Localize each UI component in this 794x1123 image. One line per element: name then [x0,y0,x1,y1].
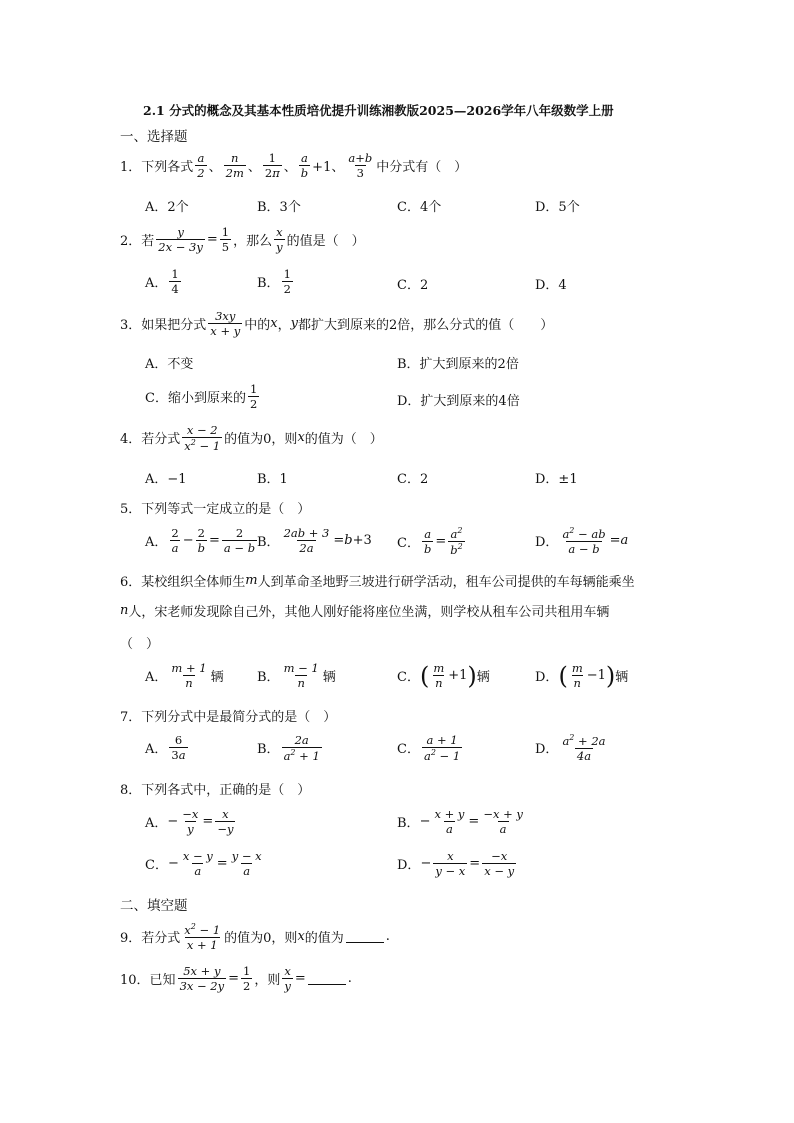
question-7: 7． 下列分式中是最简分式的是（ ） [120,710,337,725]
question-5: 5． 下列等式一定成立的是（ ） [120,502,311,517]
q2-option-c[interactable]: C．2 [397,278,429,293]
question-2: 2． 若 $\frac{y}{2x - 3y}$ = $\frac{1}{5}$ ，那么 $\frac{x}{y}$ 的值是（ ） [120,225,365,255]
q3-option-d[interactable]: D．扩大到原来的4倍 [397,394,520,409]
question-9: 9． 若分式 $\frac{x^2 - 1}{x + 1}$ 的值为0，则 x 的值为 . [120,922,390,952]
q6-option-d[interactable]: D． ( $\frac{m}{n}$ −1 ) 辆 [535,661,629,691]
question-10: 10． 已知 $\frac{5x + y}{3x - 2y}$ = $\frac{1}{2}$ ，则 $\frac{x}{y}$ = . [120,964,352,994]
q1-option-a[interactable]: A．2个 [145,200,189,215]
q8-option-d[interactable]: D． − $\frac{x}{y - x}$ = $\frac{-x}{x - y}$ [397,849,515,879]
q8-option-c[interactable]: C． − $\frac{x - y}{a}$ = $\frac{y - x}{a}$ [145,849,262,879]
q2-option-a[interactable]: A． $\frac{1}{4}$ [145,267,179,297]
q5-option-c[interactable]: C． $\frac{a}{b}$ = $\frac{a^2}{b^2}$ [397,526,463,557]
question-6: 6． 某校组织全体师生 m 人到革命圣地野三坡进行研学活动，租车公司提供的车每辆能乘坐 [120,573,635,590]
question-6-line2: n 人，宋老师发现除自己外，其他人刚好能将座位坐满，则学校从租车公司共租用车辆 [120,603,610,620]
q1-option-d[interactable]: D．5个 [535,200,580,215]
q3-option-a[interactable]: A．不变 [145,357,194,372]
answer-blank[interactable] [346,930,384,943]
q7-option-a[interactable]: A． $\frac{6}{3a}$ [145,733,186,763]
q1-option-b[interactable]: B．3个 [257,200,301,215]
section-fill: 二、填空题 [120,898,188,914]
question-3: 3． 如果把分式 $\frac{3xy}{x + y}$ 中的 x ， y 都扩大到原来的2倍，那么分式的值（ ） [120,309,554,339]
question-6-line3: （ ） [120,637,160,652]
q4-option-d[interactable]: D．±1 [535,472,578,487]
q6-option-c[interactable]: C． ( $\frac{m}{n}$ +1 ) 辆 [397,661,490,691]
q5-option-b[interactable]: B． $\frac{2ab + 3}{2a}$ = b +3 [257,526,372,556]
q2-option-d[interactable]: D．4 [535,278,567,293]
q2-option-b[interactable]: B． $\frac{1}{2}$ [257,267,291,297]
q4-option-c[interactable]: C．2 [397,472,429,487]
answer-blank[interactable] [308,972,346,985]
q5-option-a[interactable]: A． $\frac{2}{a}$ − $\frac{2}{b}$ = $\frac{2}{a - b}$ [145,526,256,556]
q3-option-c[interactable]: C．缩小到原来的 $\frac{1}{2}$ [145,382,258,412]
question-1: 1． 下列各式 $\frac{a}{2}$ 、 $\frac{n}{2m}$ 、 $\frac{1}{2\pi}$ 、 $\frac{a}{b}$ +1、 $\frac{a+b}{3}$ 中分式有（ ） [120,151,468,181]
q4-option-b[interactable]: B．1 [257,472,288,487]
section-choice: 一、选择题 [120,129,188,145]
q6-option-a[interactable]: A． $\frac{m + 1}{n}$ 辆 [145,661,224,691]
page-title: 2.1 分式的概念及其基本性质培优提升训练湘教版2025—2026学年八年级数学上册 [143,103,614,118]
q8-option-a[interactable]: A． − $\frac{-x}{y}$ = $\frac{x}{-y}$ [145,807,234,837]
q3-option-b[interactable]: B．扩大到原来的2倍 [397,357,519,372]
q6-option-b[interactable]: B． $\frac{m - 1}{n}$ 辆 [257,661,336,691]
q8-option-b[interactable]: B． − $\frac{x + y}{a}$ = $\frac{-x + y}{a}$ [397,807,523,837]
q5-option-d[interactable]: D． $\frac{a^2 - ab}{a - b}$ = a [535,526,629,556]
q1-option-c[interactable]: C．4个 [397,200,442,215]
q7-option-c[interactable]: C． $\frac{a + 1}{a^2 - 1}$ [397,733,461,763]
question-8: 8． 下列各式中，正确的是（ ） [120,783,311,798]
question-4: 4． 若分式 $\frac{x - 2}{x^2 - 1}$ 的值为0，则 x 的值为（ ） [120,423,383,453]
q7-option-b[interactable]: B． $\frac{2a}{a^2 + 1}$ [257,733,320,763]
q4-option-a[interactable]: A．−1 [145,472,187,487]
q7-option-d[interactable]: D． $\frac{a^2 + 2a}{4a}$ [535,733,606,763]
